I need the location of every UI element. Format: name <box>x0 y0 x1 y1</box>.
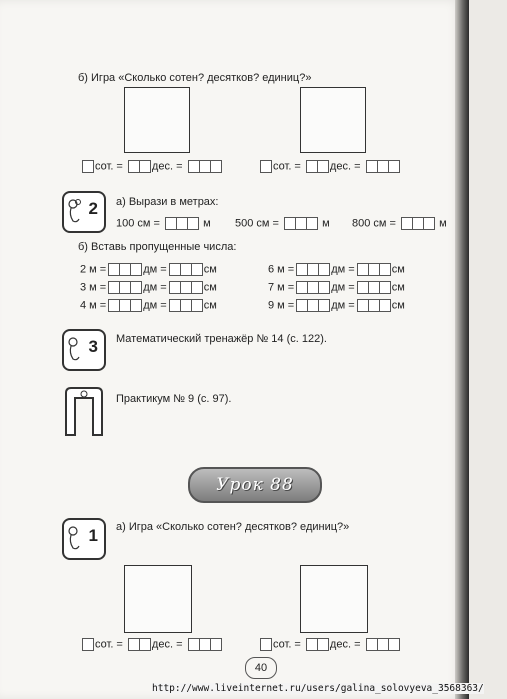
meters-expr: 6 м = <box>268 263 295 276</box>
conversion-row <box>80 299 217 312</box>
digit-cell[interactable] <box>379 263 391 276</box>
dm-label: дм = <box>143 263 167 276</box>
mouse-icon <box>66 524 84 552</box>
answer-square-left[interactable] <box>124 87 190 153</box>
digit-cell[interactable] <box>318 263 330 276</box>
unit-m: м <box>322 217 330 230</box>
sot-label: сот. = <box>95 160 123 173</box>
conversion-row <box>80 263 217 276</box>
sm-label: см <box>203 281 217 294</box>
digit-cell[interactable] <box>260 638 272 651</box>
task-2-number: 2 <box>88 199 98 218</box>
task-2a-title: а) Вырази в метрах: <box>116 196 219 208</box>
digit-cell[interactable] <box>139 160 151 173</box>
sot-des-row-right <box>258 638 401 651</box>
meters-expr: 500 см = <box>235 217 279 230</box>
digit-cell[interactable] <box>379 299 391 312</box>
digit-cell[interactable] <box>318 281 330 294</box>
meters-expr: 100 см = <box>116 217 160 230</box>
practicum-badge <box>62 385 106 437</box>
task-1-number: 1 <box>88 526 98 545</box>
sot-label: сот. = <box>273 160 301 173</box>
next-page-edge <box>469 0 507 699</box>
des-label: дес. = <box>151 638 183 651</box>
digit-cell[interactable] <box>130 263 142 276</box>
digit-cell[interactable] <box>130 299 142 312</box>
practicum-p-icon <box>62 385 106 437</box>
answer-square-left[interactable] <box>124 565 192 633</box>
digit-cell[interactable] <box>317 638 329 651</box>
meters-expr: 2 м = <box>80 263 107 276</box>
digit-cell[interactable] <box>306 217 318 230</box>
watermark-url: http://www.liveinternet.ru/users/galina_solovyeva_3568363/ <box>152 683 484 694</box>
conversion-row <box>268 299 405 312</box>
digit-cell[interactable] <box>260 160 272 173</box>
conversion-row <box>268 281 405 294</box>
sm-label: см <box>391 299 405 312</box>
digit-cell[interactable] <box>317 160 329 173</box>
task-3-badge <box>62 329 106 371</box>
digit-cell[interactable] <box>191 299 203 312</box>
des-label: дес. = <box>329 160 361 173</box>
task-1-badge <box>62 518 106 560</box>
unit-m: м <box>203 217 211 230</box>
page-number: 40 <box>245 657 277 679</box>
sm-label: см <box>203 263 217 276</box>
task-2b-title: б) Вставь пропущенные числа: <box>78 241 237 253</box>
meters-expr: 4 м = <box>80 299 107 312</box>
dm-label: дм = <box>143 281 167 294</box>
practicum-text: Практикум № 9 (с. 97). <box>116 393 232 405</box>
sm-label: см <box>391 281 405 294</box>
dm-label: дм = <box>331 281 355 294</box>
digit-cell[interactable] <box>379 281 391 294</box>
section-b-title: б) Игра «Сколько сотен? десятков? единиц?» <box>78 72 312 84</box>
digit-cell[interactable] <box>82 160 94 173</box>
meters-expr: 3 м = <box>80 281 107 294</box>
digit-cell[interactable] <box>388 160 400 173</box>
meters-expr: 7 м = <box>268 281 295 294</box>
mouse-icon <box>66 335 84 363</box>
unit-m: м <box>439 217 447 230</box>
meters-item-1 <box>116 217 211 230</box>
lesson-banner <box>188 467 322 503</box>
sot-label: сот. = <box>95 638 123 651</box>
dm-label: дм = <box>331 263 355 276</box>
sot-label: сот. = <box>273 638 301 651</box>
sot-des-row-left <box>80 160 223 173</box>
digit-cell[interactable] <box>318 299 330 312</box>
digit-cell[interactable] <box>130 281 142 294</box>
task-3-text: Математический тренажёр № 14 (с. 122). <box>116 333 327 345</box>
digit-cell[interactable] <box>388 638 400 651</box>
conversion-row <box>268 263 405 276</box>
answer-square-right[interactable] <box>300 565 368 633</box>
digit-cell[interactable] <box>191 281 203 294</box>
meters-expr: 800 см = <box>352 217 396 230</box>
answer-square-right[interactable] <box>300 87 366 153</box>
digit-cell[interactable] <box>82 638 94 651</box>
digit-cell[interactable] <box>187 217 199 230</box>
sot-des-row-left <box>80 638 223 651</box>
book-spine <box>455 0 469 699</box>
des-label: дес. = <box>329 638 361 651</box>
task-2-badge <box>62 191 106 233</box>
lesson-title: Урок 88 <box>216 475 294 495</box>
digit-cell[interactable] <box>139 638 151 651</box>
meters-item-3 <box>352 217 447 230</box>
task-3-number: 3 <box>88 337 98 356</box>
sm-label: см <box>391 263 405 276</box>
meters-expr: 9 м = <box>268 299 295 312</box>
digit-cell[interactable] <box>191 263 203 276</box>
digit-cell[interactable] <box>210 638 222 651</box>
des-label: дес. = <box>151 160 183 173</box>
dm-label: дм = <box>143 299 167 312</box>
digit-cell[interactable] <box>423 217 435 230</box>
sm-label: см <box>203 299 217 312</box>
mouse-icon <box>66 197 84 225</box>
sot-des-row-right <box>258 160 401 173</box>
meters-item-2 <box>235 217 330 230</box>
conversion-row <box>80 281 217 294</box>
task-1-text: а) Игра «Сколько сотен? десятков? единиц?» <box>116 521 350 533</box>
dm-label: дм = <box>331 299 355 312</box>
digit-cell[interactable] <box>210 160 222 173</box>
